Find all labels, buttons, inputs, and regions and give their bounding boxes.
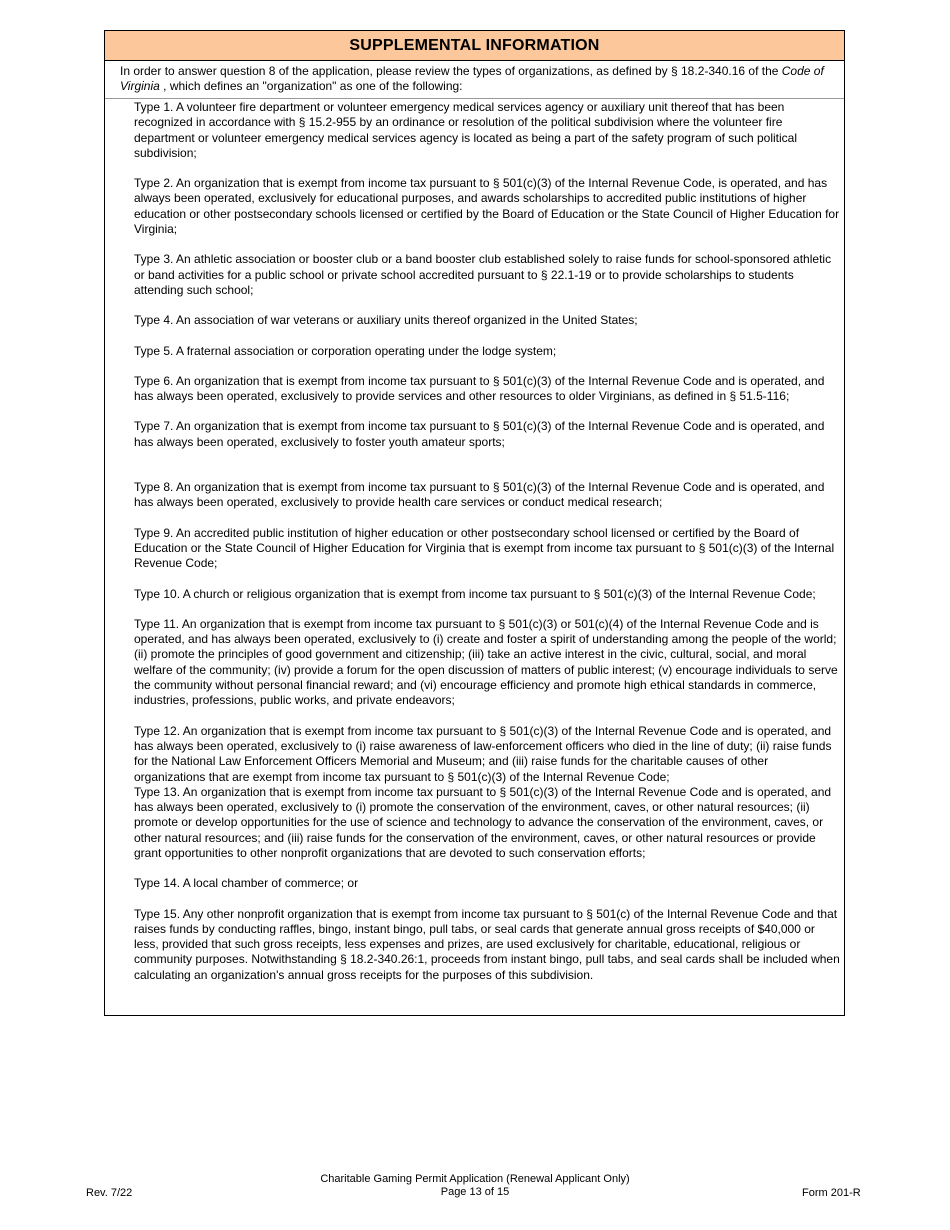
type-9-item: Type 9. An accredited public institution of higher education or other postsecondary school licensed or certified by the Board of Education or the State Council of Higher Education for Virginia that is exempt from income tax pursuant to § 501(c)(3) of the Internal Revenue Code;	[134, 525, 835, 571]
type-4-item: Type 4. An association of war veterans or auxiliary units thereof organized in the United States;	[134, 313, 638, 328]
form-number: Form 201-R	[802, 1187, 861, 1199]
type-14-item: Type 14. A local chamber of commerce; or	[134, 876, 359, 891]
intro-paragraph	[105, 61, 844, 99]
organization-types-list	[105, 99, 844, 983]
type-10-item: Type 10. A church or religious organization that is exempt from income tax pursuant to § 501(c)(3) of the Internal Revenue Code;	[134, 586, 816, 601]
type-3-item: Type 3. An athletic association or booster club or a band booster club established solely to raise funds for school-sponsored athletic or band activities for a public school or private school accredited pursuant to § 22.1-19 or to provide scholarships to students attending such school;	[134, 252, 832, 297]
type-2-item: Type 2. An organization that is exempt from income tax pursuant to § 501(c)(3) of the Internal Revenue Code, is operated, and has always been operated, exclusively for educational purposes, and awards scholarships to accredited public institutions of higher education or other postsecondary schools licensed or certified by the Board of Education or the State Council of Higher Education for Virginia;	[134, 176, 840, 237]
type-6-item: Type 6. An organization that is exempt from income tax pursuant to § 501(c)(3) of the Internal Revenue Code and is operated, and has always been operated, exclusively to provide services and other resources to older Virginians, as defined in § 51.5-116;	[134, 373, 825, 404]
intro-text-before: In order to answer question 8 of the application, please review the types of organizations, as defined by § 18.2-340.16 of the	[120, 64, 782, 78]
page-number: Page 13 of 15	[440, 1186, 510, 1198]
type-1-item: Type 1. A volunteer fire department or volunteer emergency medical services agency or auxiliary unit thereof that has been recognized in accordance with § 15.2-955 by an ordinance or resolution of the political subdivision where the volunteer fire department or volunteer emergency medical services agency is located as being a part of the safety program of such political subdivision;	[134, 100, 798, 160]
form-title: Charitable Gaming Permit Application (Renewal Applicant Only)	[320, 1173, 630, 1185]
type-8-item: Type 8. An organization that is exempt from income tax pursuant to § 501(c)(3) of the Internal Revenue Code and is operated, and has always been operated, exclusively to provide health care services or conduct medical research;	[134, 480, 825, 510]
type-12-item: Type 12. An organization that is exempt from income tax pursuant to § 501(c)(3) of the Internal Revenue Code and is operated, and has always been operated, exclusively to (i) raise awareness of law-enforcement officers who died in the line of duty; (ii) raise funds for the National Law Enforcement Officers Memorial and Museum; and (iii) raise funds for the charitable causes of other organizations that are exempt from income tax pursuant to § 501(c)(3) of the Internal Revenue Code;	[134, 723, 832, 784]
code-of-virginia-reference: Code of Virginia	[120, 64, 824, 93]
type-7-item: Type 7. An organization that is exempt from income tax pursuant to § 501(c)(3) of the Internal Revenue Code and is operated, and has always been operated, exclusively to foster youth amateur sports;	[134, 419, 825, 449]
type-11-item: Type 11. An organization that is exempt from income tax pursuant to § 501(c)(3) or 501(c)(4) of the Internal Revenue Code and is operated, and has always been operated, exclusively to (i) create and foster a spirit of understanding among the people of the world; (ii) promote the principles of good government and citizenship; (iii) take an active interest in the civic, cultural, social, and moral welfare of the community; (iv) provide a forum for the open discussion of matters of public interest; (v) encourage individuals to serve the community without personal financial reward; and (vi) encourage efficiency and promote high ethical standards in commerce, industries, professions, public works, and private endeavors;	[134, 616, 838, 708]
section-title: SUPPLEMENTAL INFORMATION	[105, 31, 844, 61]
revision-date: Rev. 7/22	[86, 1187, 133, 1199]
supplemental-information-box	[104, 30, 845, 1016]
type-15-item: Type 15. Any other nonprofit organization that is exempt from income tax pursuant to § 501(c) of the Internal Revenue Code and that raises funds by conducting raffles, bingo, instant bingo, pull tabs, or seal cards that generate annual gross receipts of $40,000 or less, provided that such gross receipts, less expenses and prizes, are used exclusively for charitable, educational, religious or community purposes. Notwithstanding § 18.2-340.26:1, proceeds from instant bingo, pull tabs, and seal cards shall be included when calculating an organization's annual gross receipts for the purposes of this subdivision.	[134, 906, 840, 982]
intro-text-after: , which defines an "organization" as one of the following:	[159, 79, 463, 93]
type-5-item: Type 5. A fraternal association or corporation operating under the lodge system;	[134, 343, 557, 358]
type-13-item: Type 13. An organization that is exempt from income tax pursuant to § 501(c)(3) of the Internal Revenue Code and is operated, and has always been operated, exclusively to (i) promote the conservation of the environment, caves, or other natural resources; (ii) promote or develop opportunities for the use of science and technology to advance the conservation of the environment, caves, or other natural resources; and (iii) raise funds for the conservation of the environment, caves, or other natural resources or provide grant opportunities to other nonprofit organizations that are devoted to such conservation efforts;	[134, 784, 832, 860]
